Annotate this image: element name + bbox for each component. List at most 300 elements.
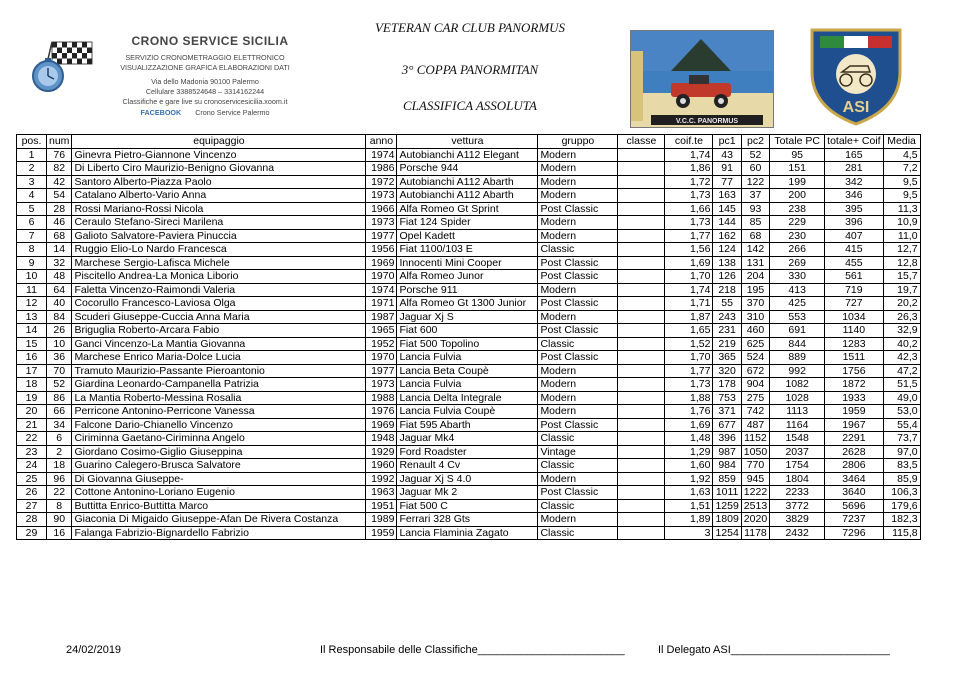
cell-coef: 1,63 — [665, 486, 713, 500]
cell-pc1: 43 — [713, 148, 741, 162]
cell-equipaggio: Giaconia Di Migaido Giuseppe-Afan De Rivera Costanza — [72, 513, 366, 527]
cell-pos: 2 — [17, 162, 47, 176]
col-gruppo: gruppo — [538, 135, 618, 149]
cell-totale-pc: 2037 — [770, 445, 825, 459]
vcc-logo-text: V.C.C. PANORMUS — [675, 118, 739, 125]
cell-pos: 10 — [17, 270, 47, 284]
cell-vettura: Lancia Fulvia Coupè — [397, 405, 538, 419]
cell-classe — [618, 243, 665, 257]
cell-vettura: Alfa Romeo Junor — [397, 270, 538, 284]
col-coef: coif.te — [665, 135, 713, 149]
cell-pos: 18 — [17, 378, 47, 392]
facebook-label: FACEBOOK — [140, 108, 182, 117]
table-row — [17, 270, 921, 284]
cell-anno: 1972 — [366, 175, 397, 189]
cell-pos: 3 — [17, 175, 47, 189]
cell-totale-pc: 889 — [770, 351, 825, 365]
cell-pc2: 122 — [741, 175, 769, 189]
crono-service-info — [100, 34, 310, 117]
cell-media: 182,3 — [883, 513, 920, 527]
cell-media: 49,0 — [883, 391, 920, 405]
cell-coef: 1,70 — [665, 270, 713, 284]
cell-vettura: Autobianchi A112 Abarth — [397, 175, 538, 189]
cell-coef: 1,70 — [665, 351, 713, 365]
cell-gruppo: Modern — [538, 162, 618, 176]
cell-totale-coef: 395 — [825, 202, 883, 216]
cell-totale-coef: 2628 — [825, 445, 883, 459]
cell-classe — [618, 418, 665, 432]
cell-media: 19,7 — [883, 283, 920, 297]
cell-num: 86 — [47, 391, 72, 405]
cell-media: 9,5 — [883, 175, 920, 189]
crono-website: Classifiche e gare live su cronoservicesicilia.xoom.it — [122, 97, 288, 106]
cell-gruppo: Modern — [538, 148, 618, 162]
cell-totale-pc: 200 — [770, 189, 825, 203]
cell-vettura: Jaguar Xj S 4.0 — [397, 472, 538, 486]
cell-media: 7,2 — [883, 162, 920, 176]
cell-pos: 19 — [17, 391, 47, 405]
cell-coef: 1,73 — [665, 378, 713, 392]
cell-pc1: 231 — [713, 324, 741, 338]
cell-num: 32 — [47, 256, 72, 270]
cell-num: 22 — [47, 486, 72, 500]
cell-vettura: Ferrari 328 Gts — [397, 513, 538, 527]
cell-totale-coef: 1140 — [825, 324, 883, 338]
cell-classe — [618, 189, 665, 203]
cell-vettura: Renault 4 Cv — [397, 459, 538, 473]
cell-pos: 25 — [17, 472, 47, 486]
cell-media: 51,5 — [883, 378, 920, 392]
cell-pc1: 162 — [713, 229, 741, 243]
vcc-panormus-logo — [630, 30, 774, 128]
cell-totale-pc: 553 — [770, 310, 825, 324]
cell-coef: 1,65 — [665, 324, 713, 338]
cell-coef: 1,87 — [665, 310, 713, 324]
cell-coef: 1,92 — [665, 472, 713, 486]
table-row — [17, 148, 921, 162]
table-row — [17, 351, 921, 365]
cell-vettura: Alfa Romeo Gt 1300 Junior — [397, 297, 538, 311]
cell-media: 32,9 — [883, 324, 920, 338]
table-row — [17, 459, 921, 473]
classification-table — [16, 134, 921, 540]
cell-coef: 1,66 — [665, 202, 713, 216]
cell-pos: 8 — [17, 243, 47, 257]
cell-equipaggio: Falcone Dario-Chianello Vincenzo — [72, 418, 366, 432]
cell-pos: 9 — [17, 256, 47, 270]
cell-pos: 23 — [17, 445, 47, 459]
cell-classe — [618, 256, 665, 270]
cell-totale-pc: 691 — [770, 324, 825, 338]
cell-pc2: 37 — [741, 189, 769, 203]
cell-coef: 1,72 — [665, 175, 713, 189]
cell-coef: 1,52 — [665, 337, 713, 351]
cell-anno: 1970 — [366, 351, 397, 365]
cell-pc2: 195 — [741, 283, 769, 297]
cell-classe — [618, 391, 665, 405]
cell-pc2: 625 — [741, 337, 769, 351]
cell-totale-pc: 1082 — [770, 378, 825, 392]
cell-totale-coef: 3464 — [825, 472, 883, 486]
cell-num: 68 — [47, 229, 72, 243]
col-media: Media — [883, 135, 920, 149]
cell-pc1: 1254 — [713, 526, 741, 540]
cell-equipaggio: Giardina Leonardo-Campanella Patrizia — [72, 378, 366, 392]
cell-classe — [618, 364, 665, 378]
table-header-row — [17, 135, 921, 149]
cell-pc2: 310 — [741, 310, 769, 324]
cell-gruppo: Post Classic — [538, 270, 618, 284]
table-row — [17, 175, 921, 189]
cell-totale-pc: 992 — [770, 364, 825, 378]
cell-num: 52 — [47, 378, 72, 392]
cell-anno: 1976 — [366, 405, 397, 419]
cell-totale-coef: 3640 — [825, 486, 883, 500]
table-row — [17, 391, 921, 405]
cell-equipaggio: Marchese Sergio-Lafisca Michele — [72, 256, 366, 270]
cell-gruppo: Post Classic — [538, 297, 618, 311]
cell-pos: 5 — [17, 202, 47, 216]
cell-num: 90 — [47, 513, 72, 527]
cell-pos: 14 — [17, 324, 47, 338]
cell-totale-coef: 2291 — [825, 432, 883, 446]
cell-pc1: 677 — [713, 418, 741, 432]
cell-equipaggio: Di Liberto Ciro Maurizio-Benigno Giovanna — [72, 162, 366, 176]
cell-equipaggio: Rossi Mariano-Rossi Nicola — [72, 202, 366, 216]
cell-totale-pc: 238 — [770, 202, 825, 216]
cell-pos: 12 — [17, 297, 47, 311]
cell-equipaggio: Falanga Fabrizio-Bignardello Fabrizio — [72, 526, 366, 540]
table-row — [17, 229, 921, 243]
col-num: num — [47, 135, 72, 149]
table-row — [17, 216, 921, 230]
cell-totale-coef: 1872 — [825, 378, 883, 392]
col-pc2: pc2 — [741, 135, 769, 149]
cell-vettura: Lancia Flaminia Zagato — [397, 526, 538, 540]
cell-gruppo: Modern — [538, 405, 618, 419]
cell-totale-coef: 7237 — [825, 513, 883, 527]
cell-equipaggio: Cocorullo Francesco-Laviosa Olga — [72, 297, 366, 311]
cell-totale-coef: 1933 — [825, 391, 883, 405]
cell-num: 54 — [47, 189, 72, 203]
cell-pc2: 742 — [741, 405, 769, 419]
table-row — [17, 243, 921, 257]
cell-pc1: 126 — [713, 270, 741, 284]
cell-pc2: 370 — [741, 297, 769, 311]
cell-vettura: Fiat 500 Topolino — [397, 337, 538, 351]
cell-pc1: 984 — [713, 459, 741, 473]
cell-gruppo: Modern — [538, 391, 618, 405]
cell-anno: 1989 — [366, 513, 397, 527]
cell-equipaggio: Briguglia Roberto-Arcara Fabio — [72, 324, 366, 338]
cell-num: 84 — [47, 310, 72, 324]
footer-date: 24/02/2019 — [66, 644, 122, 656]
cell-classe — [618, 351, 665, 365]
cell-anno: 1970 — [366, 270, 397, 284]
cell-coef: 1,89 — [665, 513, 713, 527]
cell-equipaggio: Di Giovanna Giuseppe- — [72, 472, 366, 486]
cell-pc2: 1152 — [741, 432, 769, 446]
table-row — [17, 418, 921, 432]
cell-pc1: 55 — [713, 297, 741, 311]
cell-pos: 21 — [17, 418, 47, 432]
cell-coef: 1,51 — [665, 499, 713, 513]
cell-anno: 1992 — [366, 472, 397, 486]
cell-pc2: 131 — [741, 256, 769, 270]
crono-facebook — [100, 108, 310, 117]
cell-classe — [618, 229, 665, 243]
footer-delegato: Il Delegato ASI__________________________ — [658, 644, 890, 656]
cell-totale-coef: 396 — [825, 216, 883, 230]
table-row — [17, 499, 921, 513]
table-row — [17, 486, 921, 500]
cell-media: 53,0 — [883, 405, 920, 419]
cell-totale-coef: 2806 — [825, 459, 883, 473]
cell-media: 55,4 — [883, 418, 920, 432]
cell-media: 9,5 — [883, 189, 920, 203]
cell-totale-coef: 281 — [825, 162, 883, 176]
cell-vettura: Alfa Romeo Gt Sprint — [397, 202, 538, 216]
cell-totale-pc: 151 — [770, 162, 825, 176]
cell-media: 179,6 — [883, 499, 920, 513]
cell-media: 12,8 — [883, 256, 920, 270]
cell-pc2: 2020 — [741, 513, 769, 527]
cell-anno: 1965 — [366, 324, 397, 338]
cell-classe — [618, 162, 665, 176]
cell-totale-pc: 1754 — [770, 459, 825, 473]
cell-coef: 1,71 — [665, 297, 713, 311]
cell-anno: 1977 — [366, 364, 397, 378]
cell-classe — [618, 283, 665, 297]
table-row — [17, 324, 921, 338]
cell-classe — [618, 324, 665, 338]
cell-num: 70 — [47, 364, 72, 378]
cell-pc1: 753 — [713, 391, 741, 405]
cell-vettura: Lancia Beta Coupè — [397, 364, 538, 378]
cell-gruppo: Modern — [538, 189, 618, 203]
cell-equipaggio: Buttitta Enrico-Buttitta Marco — [72, 499, 366, 513]
asi-logo — [806, 26, 906, 126]
cell-num: 26 — [47, 324, 72, 338]
cell-pc1: 365 — [713, 351, 741, 365]
cell-totale-coef: 5696 — [825, 499, 883, 513]
cell-vettura: Lancia Fulvia — [397, 351, 538, 365]
cell-classe — [618, 486, 665, 500]
cell-totale-pc: 1113 — [770, 405, 825, 419]
cell-gruppo: Modern — [538, 472, 618, 486]
cell-pos: 16 — [17, 351, 47, 365]
cell-pos: 27 — [17, 499, 47, 513]
cell-pc1: 77 — [713, 175, 741, 189]
cell-pc1: 243 — [713, 310, 741, 324]
cell-totale-pc: 1164 — [770, 418, 825, 432]
cell-media: 97,0 — [883, 445, 920, 459]
cell-gruppo: Classic — [538, 499, 618, 513]
cell-totale-coef: 727 — [825, 297, 883, 311]
cell-pc2: 672 — [741, 364, 769, 378]
cell-gruppo: Modern — [538, 364, 618, 378]
cell-num: 18 — [47, 459, 72, 473]
cell-anno: 1987 — [366, 310, 397, 324]
col-equipaggio: equipaggio — [72, 135, 366, 149]
cell-pos: 7 — [17, 229, 47, 243]
cell-pc2: 524 — [741, 351, 769, 365]
cell-totale-pc: 3829 — [770, 513, 825, 527]
cell-classe — [618, 472, 665, 486]
cell-totale-pc: 199 — [770, 175, 825, 189]
cell-gruppo: Modern — [538, 216, 618, 230]
table-row — [17, 189, 921, 203]
cell-coef: 1,48 — [665, 432, 713, 446]
cell-coef: 1,74 — [665, 148, 713, 162]
cell-totale-coef: 7296 — [825, 526, 883, 540]
cell-totale-coef: 719 — [825, 283, 883, 297]
cell-anno: 1966 — [366, 202, 397, 216]
cell-totale-pc: 2432 — [770, 526, 825, 540]
cell-pc2: 93 — [741, 202, 769, 216]
cell-gruppo: Modern — [538, 310, 618, 324]
cell-totale-coef: 1034 — [825, 310, 883, 324]
cell-vettura: Innocenti Mini Cooper — [397, 256, 538, 270]
cell-gruppo: Post Classic — [538, 418, 618, 432]
cell-totale-coef: 455 — [825, 256, 883, 270]
cell-num: 66 — [47, 405, 72, 419]
cell-pos: 13 — [17, 310, 47, 324]
cell-pc1: 987 — [713, 445, 741, 459]
cell-pc1: 145 — [713, 202, 741, 216]
cell-totale-pc: 266 — [770, 243, 825, 257]
cell-coef: 1,73 — [665, 189, 713, 203]
cell-totale-coef: 1967 — [825, 418, 883, 432]
cell-pc2: 2513 — [741, 499, 769, 513]
cell-totale-pc: 269 — [770, 256, 825, 270]
cell-num: 42 — [47, 175, 72, 189]
table-row — [17, 337, 921, 351]
table-row — [17, 310, 921, 324]
cell-vettura: Lancia Delta Integrale — [397, 391, 538, 405]
cell-classe — [618, 499, 665, 513]
cell-pc2: 275 — [741, 391, 769, 405]
cell-gruppo: Post Classic — [538, 202, 618, 216]
col-classe: classe — [618, 135, 665, 149]
asi-logo-text: ASI — [842, 99, 870, 116]
cell-vettura: Porsche 911 — [397, 283, 538, 297]
cell-pc1: 219 — [713, 337, 741, 351]
cell-totale-coef: 346 — [825, 189, 883, 203]
cell-media: 83,5 — [883, 459, 920, 473]
cell-vettura: Jaguar Mk4 — [397, 432, 538, 446]
cell-gruppo: Classic — [538, 526, 618, 540]
cell-gruppo: Modern — [538, 175, 618, 189]
cell-anno: 1969 — [366, 256, 397, 270]
cell-anno: 1973 — [366, 189, 397, 203]
cell-gruppo: Modern — [538, 229, 618, 243]
cell-classe — [618, 337, 665, 351]
cell-classe — [618, 513, 665, 527]
cell-num: 28 — [47, 202, 72, 216]
cell-num: 46 — [47, 216, 72, 230]
cell-pc2: 68 — [741, 229, 769, 243]
cell-anno: 1960 — [366, 459, 397, 473]
cell-totale-pc: 3772 — [770, 499, 825, 513]
cell-pos: 28 — [17, 513, 47, 527]
cell-pc1: 859 — [713, 472, 741, 486]
cell-pc1: 1809 — [713, 513, 741, 527]
cell-classe — [618, 459, 665, 473]
cell-vettura: Fiat 500 C — [397, 499, 538, 513]
cell-vettura: Fiat 124 Spider — [397, 216, 538, 230]
cell-vettura: Jaguar Mk 2 — [397, 486, 538, 500]
cell-pc1: 1259 — [713, 499, 741, 513]
table-row — [17, 513, 921, 527]
cell-gruppo: Modern — [538, 513, 618, 527]
cell-gruppo: Classic — [538, 337, 618, 351]
cell-pc1: 91 — [713, 162, 741, 176]
cell-vettura: Ford Roadster — [397, 445, 538, 459]
cell-anno: 1952 — [366, 337, 397, 351]
cell-equipaggio: Piscitello Andrea-La Monica Liborio — [72, 270, 366, 284]
cell-media: 11,0 — [883, 229, 920, 243]
cell-anno: 1973 — [366, 378, 397, 392]
cell-classe — [618, 216, 665, 230]
cell-equipaggio: Marchese Enrico Maria-Dolce Lucia — [72, 351, 366, 365]
cell-gruppo: Modern — [538, 378, 618, 392]
cell-coef: 1,73 — [665, 216, 713, 230]
cell-num: 6 — [47, 432, 72, 446]
cell-classe — [618, 405, 665, 419]
cell-equipaggio: Ginevra Pietro-Giannone Vincenzo — [72, 148, 366, 162]
cell-num: 8 — [47, 499, 72, 513]
cell-media: 85,9 — [883, 472, 920, 486]
cell-pc2: 60 — [741, 162, 769, 176]
cell-pc2: 1222 — [741, 486, 769, 500]
table-row — [17, 256, 921, 270]
cell-anno: 1956 — [366, 243, 397, 257]
table-row — [17, 472, 921, 486]
cell-vettura: Fiat 600 — [397, 324, 538, 338]
cell-media: 40,2 — [883, 337, 920, 351]
cell-anno: 1988 — [366, 391, 397, 405]
cell-totale-coef: 342 — [825, 175, 883, 189]
cell-pc1: 163 — [713, 189, 741, 203]
cell-totale-coef: 1511 — [825, 351, 883, 365]
cell-classe — [618, 148, 665, 162]
cell-anno: 1974 — [366, 283, 397, 297]
cell-equipaggio: Tramuto Maurizio-Passante Pieroantonio — [72, 364, 366, 378]
crono-phone: Cellulare 3388524648 – 3314162244 — [145, 87, 265, 96]
table-row — [17, 526, 921, 540]
cell-vettura: Jaguar Xj S — [397, 310, 538, 324]
cell-totale-coef: 1959 — [825, 405, 883, 419]
cell-equipaggio: Scuderi Giuseppe-Cuccia Anna Maria — [72, 310, 366, 324]
cell-equipaggio: Ciriminna Gaetano-Ciriminna Angelo — [72, 432, 366, 446]
table-row — [17, 202, 921, 216]
cell-classe — [618, 432, 665, 446]
cell-gruppo: Post Classic — [538, 486, 618, 500]
cell-gruppo: Modern — [538, 283, 618, 297]
cell-coef: 1,60 — [665, 459, 713, 473]
cell-pos: 29 — [17, 526, 47, 540]
cell-coef: 3 — [665, 526, 713, 540]
table-row — [17, 283, 921, 297]
cell-anno: 1974 — [366, 148, 397, 162]
cell-classe — [618, 526, 665, 540]
cell-num: 2 — [47, 445, 72, 459]
cell-totale-coef: 407 — [825, 229, 883, 243]
cell-equipaggio: Cottone Antonino-Loriano Eugenio — [72, 486, 366, 500]
cell-totale-coef: 1756 — [825, 364, 883, 378]
cell-num: 40 — [47, 297, 72, 311]
